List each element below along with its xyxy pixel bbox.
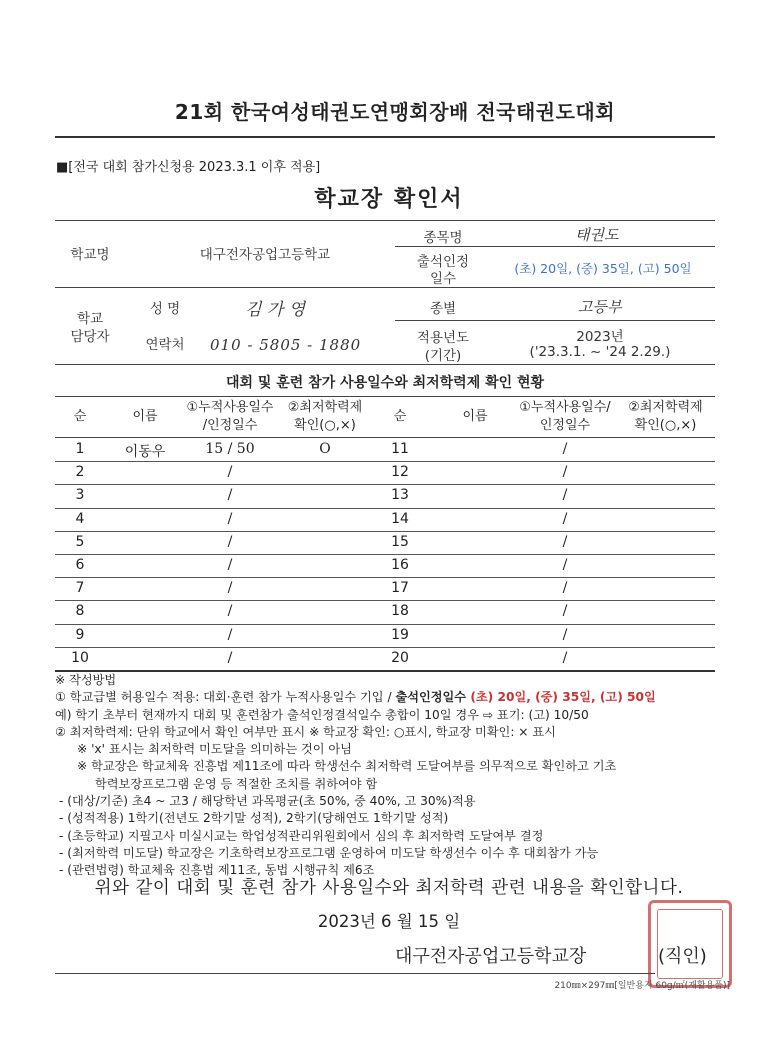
staff-label-1: 학교	[76, 311, 104, 327]
info-line-b	[55, 287, 715, 288]
note-1-text: ① 학교급별 허용일수 적용: 대회·훈련 참가 누적사용일수 기입 /	[55, 690, 396, 705]
days-used: /	[562, 580, 568, 597]
school-value: 대구전자공업고등학교	[199, 247, 331, 263]
row-number: 15	[391, 533, 409, 550]
seal-mark: (직인)	[658, 946, 707, 967]
contact-value: 010 - 5805 - 1880	[210, 336, 362, 354]
attend-value: (초) 20일, (중) 35일, (고) 50일	[514, 261, 692, 276]
row-number: 19	[391, 626, 409, 643]
confirm-statement: 위와 같이 대회 및 훈련 참가 사용일수와 최저학력 관련 내용을 확인합니다.	[94, 878, 684, 898]
sport-label: 종목명	[423, 230, 463, 246]
info-line-c	[395, 320, 715, 321]
row-number: 3	[75, 487, 85, 504]
year-label-1: 적용년도	[416, 330, 470, 346]
row-divider	[55, 508, 715, 509]
days-used: /	[227, 603, 233, 620]
days-used: /	[562, 557, 568, 573]
days-used: /	[562, 603, 568, 620]
event-title: 21회 한국여성태권도연맹회장배 전국태권도대회	[174, 100, 616, 124]
col-days-right-2: 인정일수	[539, 418, 591, 433]
row-number: 9	[75, 626, 85, 643]
col-days-left-1: ①누적사용일수	[186, 400, 274, 415]
row-number: 16	[391, 557, 409, 573]
row-divider	[55, 577, 715, 578]
days-used: /	[227, 464, 233, 481]
row-number: 11	[391, 441, 409, 457]
category-value: 고등부	[578, 298, 622, 316]
table-title: 대회 및 훈련 참가 사용일수와 최저학력제 확인 현황	[225, 375, 545, 391]
row-number: 20	[391, 649, 409, 666]
row-number: 18	[391, 603, 409, 620]
table-top-line	[55, 396, 715, 397]
row-number: 1	[75, 441, 85, 457]
school-label: 학교명	[70, 247, 110, 263]
days-used: /	[227, 510, 233, 527]
row-number: 8	[75, 603, 85, 620]
name-value: 김 가 영	[245, 300, 306, 320]
note-1-bold: 출석인정일수	[395, 690, 467, 705]
name-label: 성 명	[149, 301, 181, 317]
col-no-left: 순	[73, 409, 87, 424]
days-used: /	[227, 626, 233, 643]
table-header-line	[55, 437, 715, 438]
info-top-line	[55, 220, 715, 221]
title-divider	[55, 136, 715, 138]
note-3: ※ 'x' 표시는 최저학력 미도달을 의미하는 것이 아님	[77, 742, 352, 757]
days-used: /	[227, 649, 233, 666]
note-7: - (성적적용) 1학기(전년도 2학기말 성적), 2학기(당해연도 1학기말 성적)	[59, 811, 449, 826]
row-number: 6	[75, 557, 85, 573]
col-days-left-2: /인정일수	[202, 418, 258, 433]
principal-name: 대구전자공업고등학교장	[395, 946, 587, 967]
days-used: /	[227, 533, 233, 550]
col-no-right: 순	[393, 409, 407, 424]
category-label: 종별	[429, 301, 457, 317]
row-number: 10	[71, 649, 89, 666]
student-name: 이동우	[124, 444, 166, 460]
note-4: ※ 학교장은 학교체육 진흥법 제11조에 따라 학생선수 최저학력 도달여부를 의무적으로 확인하고 기초	[77, 759, 617, 774]
col-min-right-1: ②최저학력제	[628, 400, 703, 415]
row-divider	[55, 484, 715, 485]
days-used: /	[227, 487, 233, 504]
attend-label-2: 일수	[429, 271, 457, 287]
year-value: 2023년	[576, 329, 624, 345]
staff-label-2: 담당자	[70, 329, 110, 345]
instructions	[55, 672, 725, 880]
note-2: ② 최저학력제: 단위 학교에서 확인 여부만 표시 ※ 학교장 확인: ○표시, 학교장 미확인: × 표시	[55, 724, 556, 739]
min-academic-check: O	[319, 441, 331, 457]
col-name-right: 이름	[462, 409, 488, 424]
row-number: 7	[75, 580, 85, 597]
note-10: - (관련법령) 학교체육 진흥법 제11조, 동법 시행규칙 제6조	[59, 863, 375, 878]
row-divider	[55, 531, 715, 532]
col-min-left-2: 확인(○,×)	[294, 418, 356, 433]
note-1-example: 예) 학기 초부터 현재까지 대회 및 훈련참가 출석인정결석일수 총합이 10일 경우 ⇨ 표기: (고) 10/50	[55, 707, 589, 722]
days-used: /	[562, 649, 568, 666]
row-number: 17	[391, 580, 409, 597]
note-5: 학력보장프로그램 운영 등 적절한 조치를 취하여야 함	[95, 776, 378, 791]
col-name-left: 이름	[132, 409, 158, 424]
row-number: 5	[75, 533, 85, 550]
note-1	[55, 689, 725, 706]
row-divider	[55, 461, 715, 462]
row-number: 4	[75, 510, 85, 527]
row-number: 13	[391, 487, 409, 504]
days-used: /	[227, 557, 233, 573]
attend-label-1: 출석인정	[416, 254, 470, 270]
days-used: /	[562, 533, 568, 550]
row-divider	[55, 624, 715, 625]
sport-value: 태권도	[575, 226, 619, 244]
days-used: /	[227, 580, 233, 597]
days-used: /	[562, 464, 568, 481]
col-min-right-2: 확인(○,×)	[634, 418, 697, 433]
note-6: - (대상/기준) 초4 ~ 고3 / 해당학년 과목평균(초 50%, 중 40%, 고 30%)적용	[59, 794, 476, 809]
note-9: - (최저학력 미도달) 학교장은 기초학력보장프로그램 운영하여 미도달 학생선수 이수 후 대회참가 가능	[59, 845, 599, 860]
doc-title: 학교장 확인서	[314, 187, 464, 212]
note-8: - (초등학교) 지필고사 미실시교는 학업성적관리위원회에서 심의 후 최저학력 도달여부 결정	[59, 828, 544, 843]
paper-spec: 210㎜×297㎜[일반용지 60g/㎡(재활용품)]	[554, 981, 730, 991]
days-used: /	[562, 510, 568, 527]
days-used: 15 / 50	[205, 441, 255, 457]
days-used: /	[562, 626, 568, 643]
contact-label: 연락처	[145, 337, 185, 353]
col-days-right-1: ①누적사용일수/	[519, 400, 611, 415]
notes-heading: ※ 작성방법	[55, 673, 117, 687]
info-line-a	[395, 246, 715, 247]
row-number: 12	[391, 464, 409, 481]
info-bottom-line	[55, 364, 715, 365]
row-divider	[55, 647, 715, 648]
days-used: /	[562, 441, 568, 457]
notice-text: ■[전국 대회 참가신청용 2023.3.1 이후 적용]	[56, 160, 321, 175]
row-divider	[55, 600, 715, 601]
year-label-2: (기간)	[424, 348, 462, 364]
row-number: 14	[391, 510, 409, 527]
row-number: 2	[75, 464, 85, 481]
year-period: ('23.3.1. ~ '24 2.29.)	[529, 344, 671, 360]
confirm-date: 2023년 6 월 15 일	[317, 912, 461, 931]
col-min-left-1: ②최저학력제	[287, 400, 363, 415]
footer-line	[55, 973, 655, 974]
days-used: /	[562, 487, 568, 504]
row-divider	[55, 554, 715, 555]
note-1-red: (초) 20일, (중) 35일, (고) 50일	[466, 690, 656, 705]
